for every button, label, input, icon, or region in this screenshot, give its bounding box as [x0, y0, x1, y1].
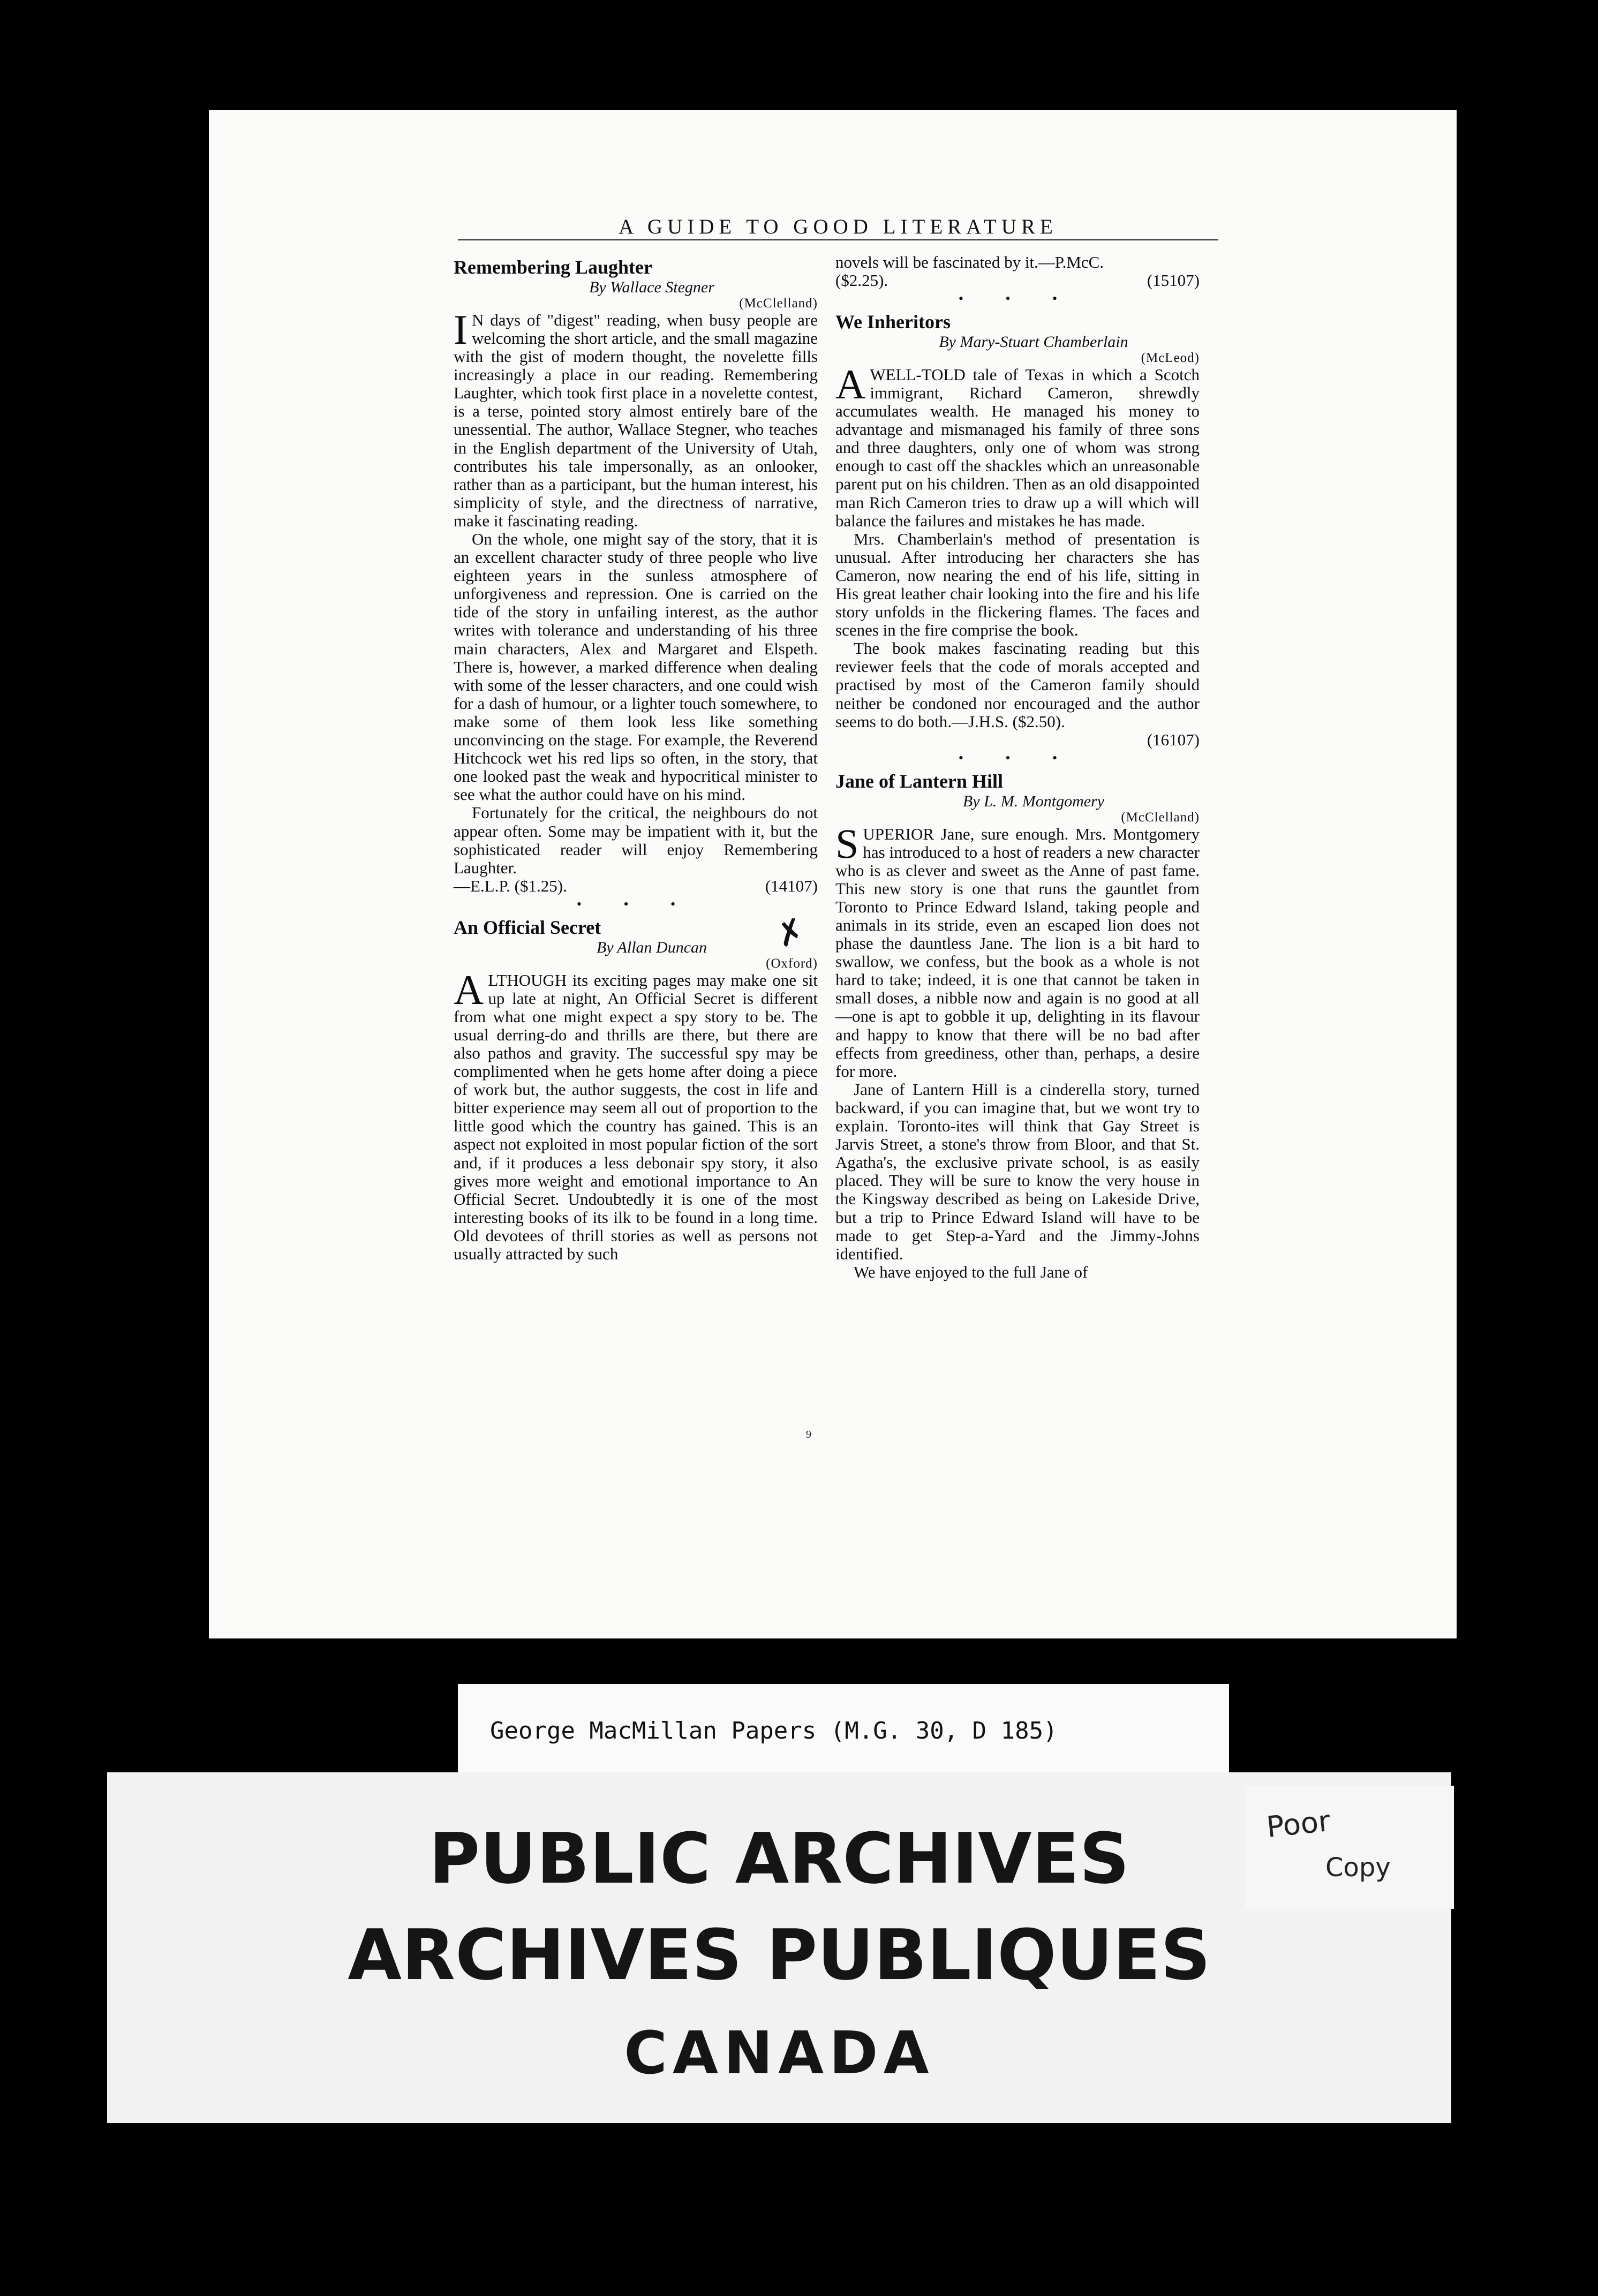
review-title: An Official Secret — [454, 916, 601, 938]
review-paragraph: SUPERIOR Jane, sure enough. Mrs. Montgomery has introduced to a host of readers a new character who is as clever and sweet as the Anne of past fame. This new story is one that runs the gauntlet from Toronto to Prince Edward Island, taking people and animals in its stride, even an escaped lion does not phase the dauntless Jane. The lion is a bit hard to swallow, we confess, but the book as a whole is not hard to take; indeed, it is one that cannot be taken in small doses, a nibble now and again is no good at all—one is apt to gobble it up, delighting in its flavour and happy to know that there will be no bad after effects from greediness, other than, perhaps, a desire for more. — [835, 820, 1200, 1081]
section-separator: • • • — [958, 291, 1077, 307]
review-byline: By Allan Duncan — [596, 939, 707, 957]
review-publisher: (McLeod) — [1141, 351, 1200, 366]
stamp-line: PUBLIC ARCHIVES — [428, 1818, 1130, 1899]
note-line: Copy — [1325, 1853, 1391, 1883]
review-title: Jane of Lantern Hill — [835, 770, 1003, 792]
review-byline: By Mary-Stuart Chamberlain — [939, 333, 1128, 351]
section-separator: • • • — [576, 896, 695, 912]
review-signoff — [835, 731, 1200, 749]
catalog-code: (15107) — [1147, 271, 1200, 290]
review-paragraph: ALTHOUGH its exciting pages may make one sit up late at night, An Official Secret is different from what one might expect a spy story to be. The usual derring-do and thrills are there, but there are also pathos and gravity. The successful spy may be complimented when he gets home after doing a piece of work but, the author suggests, the cost in life and bitter experience may seem all out of proportion to the little good which the country has gained. This is an aspect not exploited in most popular fiction of the sort and, if it produces a less debonair spy story, it also gives more weight and emotional importance to An Official Secret. Undoubtedly it is one of the most interesting books of its ilk to be found in a long time. Old devotees of thrill stories as well as persons not usually attracted by such — [454, 966, 818, 1263]
drop-cap: A — [835, 360, 866, 407]
drop-cap: S — [835, 820, 859, 867]
left-column — [454, 253, 818, 1263]
catalog-code: (16107) — [1147, 730, 1200, 749]
header-rule — [458, 239, 1218, 240]
review-signoff — [835, 639, 1200, 730]
page-number: 9 — [806, 1429, 811, 1440]
review-paragraph: Mrs. Chamberlain's method of presentation is unusual. After introducing her characters she has Cameron, now nearing the end of his life, sitting in His great leather chair looking into the fire and his life story unfolds in the flickering flames. The faces and scenes in the fire comprise the book. — [835, 529, 1200, 640]
review-paragraph: On the whole, one might say of the story, that it is an excellent character study of three people who live eighteen years in the sunless atmosphere of unforgiveness and repression. One is carried on the tide of the story in unfailing interest, as the author writes with tolerance and understanding of his three main characters, Alex and Margaret and Elspeth. There is, however, a marked difference when dealing with some of the lesser characters, and one could wish for a dash of humour, or a lighter touch somewhere, to make some of them look less like something unconvincing on the stage. For example, the Reverend Hitchcock wet his red lips so often, in the story, that one looked past the weak and hypocritical minister to see what the author could have on his mind. — [454, 530, 818, 804]
reviewer-price: —E.L.P. ($1.25). — [454, 876, 567, 895]
catalog-code: (14107) — [765, 876, 818, 895]
handwritten-note — [1245, 1786, 1454, 1909]
review-byline: By L. M. Montgomery — [962, 792, 1105, 811]
review-paragraph: AWELL-TOLD tale of Texas in which a Scotch immigrant, Richard Cameron, shrewdly accumulates wealth. He managed his money to advantage and mismanaged his family of three sons and three daughters, only one of whom was strong enough to cast off the shackles which an unreasonable parent put on his children. Then as an old disappointed man Rich Cameron tries to draw up a will which will balance the failures and mistakes he has made. — [835, 360, 1200, 530]
review-title: We Inheritors — [835, 311, 951, 333]
review-title: Remembering Laughter — [454, 256, 652, 278]
section-separator: • • • — [958, 750, 1077, 766]
stamp-line: CANADA — [624, 2019, 934, 2087]
review-publisher: (Oxford) — [766, 956, 818, 971]
review-paragraph: We have enjoyed to the full Jane of — [854, 1262, 1088, 1281]
running-head: A GUIDE TO GOOD LITERATURE — [619, 215, 1058, 238]
review-publisher: (McClelland) — [1121, 810, 1200, 825]
archive-reference-label: George MacMillan Papers (M.G. 30, D 185) — [458, 1684, 1229, 1778]
review-paragraph: The book makes fascinating reading but this reviewer feels that the code of morals accepted and practised by most of the Cameron family should neither be condoned nor encouraged and the author seems to do both.—J.H.S. ($2.50). — [835, 639, 1200, 731]
drop-cap: I — [454, 306, 468, 353]
review-publisher: (McClelland) — [739, 296, 818, 311]
continued-paragraph: novels will be fascinated by it.—P.McC. — [835, 253, 1104, 271]
review-signoff — [454, 877, 818, 895]
right-column — [835, 253, 1200, 1281]
reviewer-price: ($2.25). — [835, 271, 888, 290]
review-paragraph: Jane of Lantern Hill is a cinderella story, turned backward, if you can imagine that, but we wont try to explain. Toronto-ites will think that Gay Street is Jarvis Street, a stone's throw from Bloor, and that St. Agatha's, the exclusive private school, is as easily placed. They will be sure to know the very house in the Kingsway described as being on Lakeside Drive, but a trip to Prince Edward Island will have to be made to get Step-a-Yard and the Jimmy-Johns identified. — [835, 1079, 1200, 1263]
review-signoff — [835, 271, 1200, 290]
stamp-line: ARCHIVES PUBLIQUES — [348, 1914, 1211, 1996]
scanned-page — [209, 110, 1457, 1638]
note-line: Poor — [1265, 1803, 1332, 1845]
review-byline: By Wallace Stegner — [589, 278, 714, 297]
review-paragraph: I N days of "digest" reading, when busy people are welcoming the short article, and the small magazine with the gist of modern thought, the novelette fills increasingly a place in our reading. Remembering Laughter, which took first place in a novelette contest, is a terse, pointed story almost entirely bare of the unessential. The author, Wallace Stegner, who teaches in the English department of the University of Utah, contributes his tale impersonally, as an onlooker, rather than as a participant, but the human interest, his simplicity of style, and the directness of narrative, make it fascinating reading. — [454, 306, 818, 530]
handwritten-check-mark: ✗ — [771, 911, 810, 955]
review-paragraph: Fortunately for the critical, the neighbours do not appear often. Some may be impatient with it, but the sophisticated reader will enjoy Remembering Laughter. — [454, 803, 818, 877]
drop-cap: A — [454, 966, 484, 1013]
